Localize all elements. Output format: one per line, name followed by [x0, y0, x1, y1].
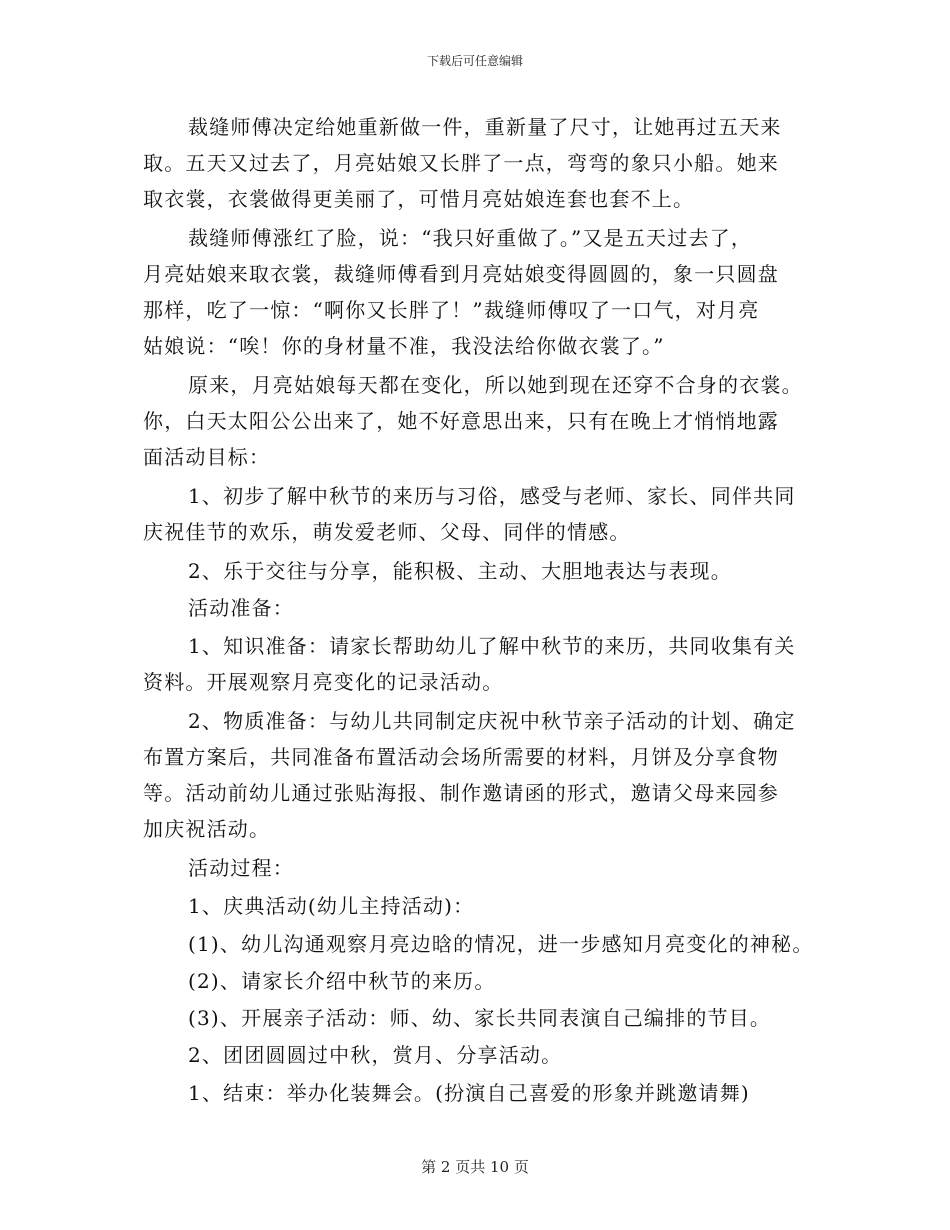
body-line: 1、初步了解中秋节的来历与习俗，感受与老师、家长、同伴共同 — [188, 484, 796, 508]
body-line: (3)、开展亲子活动：师、幼、家长共同表演自己编排的节目。 — [188, 1006, 772, 1030]
body-line: 面活动目标： — [143, 445, 271, 469]
body-line: (1)、幼儿沟通观察月亮边晗的情况，进一步感知月亮变化的神秘。 — [188, 932, 814, 956]
body-line: 2、团团圆圆过中秋，赏月、分享活动。 — [188, 1043, 563, 1067]
body-line: (2)、请家长介绍中秋节的来历。 — [188, 969, 496, 993]
body-line: 1、庆典活动(幼儿主持活动)： — [188, 894, 475, 918]
body-line: 裁缝师傅决定给她重新做一件，重新量了尺寸，让她再过五天来 — [188, 115, 782, 139]
section-heading: 活动准备： — [188, 596, 294, 620]
section-heading: 活动过程： — [188, 856, 294, 880]
body-line: 取衣裳，衣裳做得更美丽了，可惜月亮姑娘连套也套不上。 — [143, 187, 695, 211]
body-line: 庆祝佳节的欢乐，萌发爱老师、父母、同伴的情感。 — [143, 520, 631, 544]
body-line: 布置方案后，共同准备布置活动会场所需要的材料，月饼及分享食物 — [143, 745, 779, 769]
body-line: 加庆祝活动。 — [143, 817, 271, 841]
body-line: 取。五天又过去了，月亮姑娘又长胖了一点，弯弯的象只小船。她来 — [143, 151, 779, 175]
body-line: 那样，吃了一惊：“啊你又长胖了！”裁缝师傅叹了一口气，对月亮 — [143, 298, 760, 322]
body-line: 原来，月亮姑娘每天都在变化，所以她到现在还穿不合身的衣裳。 — [188, 373, 803, 397]
body-line: 你，白天太阳公公出来了，她不好意思出来，只有在晚上才悄悄地露 — [143, 409, 779, 433]
body-line: 等。活动前幼儿通过张贴海报、制作邀请函的形式，邀请父母来园参 — [143, 781, 779, 805]
body-line: 2、乐于交往与分享，能积极、主动、大胆地表达与表现。 — [188, 559, 732, 583]
page-header: 下载后可任意编辑 — [426, 54, 523, 68]
body-line: 1、知识准备：请家长帮助幼儿了解中秋节的来历，共同收集有关 — [188, 634, 796, 658]
body-line: 1、结束：举办化装舞会。(扮演自己喜爱的形象并跳邀请舞) — [188, 1081, 750, 1105]
body-line: 2、物质准备：与幼儿共同制定庆祝中秋节亲子活动的计划、确定 — [188, 709, 796, 733]
body-line: 姑娘说：“唉！你的身材量不准，我没法给你做衣裳了。” — [143, 334, 665, 358]
body-line: 裁缝师傅涨红了脸，说：“我只好重做了。”又是五天过去了， — [188, 226, 753, 250]
body-line: 月亮姑娘来取衣裳，裁缝师傅看到月亮姑娘变得圆圆的，象一只圆盘 — [143, 262, 779, 286]
page-footer: 第 2 页共 10 页 — [421, 1158, 529, 1176]
body-line: 资料。开展观察月亮变化的记录活动。 — [143, 670, 504, 694]
